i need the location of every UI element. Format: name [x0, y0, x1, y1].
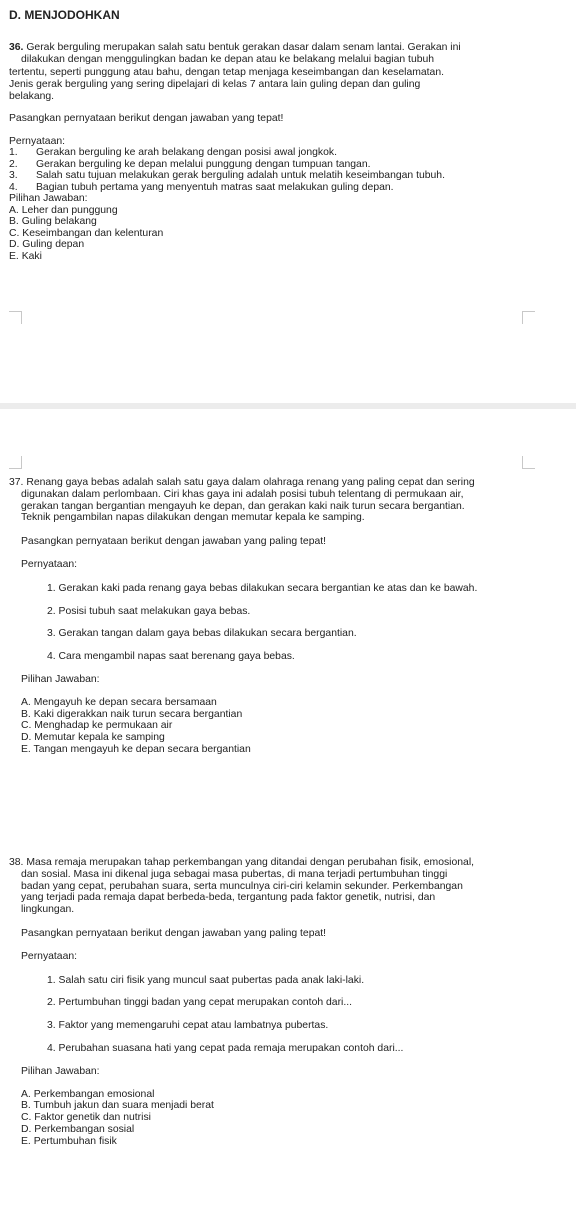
question-text-line: belakang. — [9, 91, 55, 103]
statement-item: 2. Pertumbuhan tinggi badan yang cepat merupakan contoh dari... — [47, 997, 352, 1009]
statement-item: 3. Faktor yang memengaruhi cepat atau lambatnya pubertas. — [47, 1020, 329, 1032]
question-text-line: Renang gaya bebas adalah salah satu gaya dalam olahraga renang yang paling cepat dan sering — [26, 477, 475, 488]
statement-item: 4. Bagian tubuh pertama yang menyentuh matras saat melakukan guling depan. — [9, 181, 394, 193]
instruction: Pasangkan pernyataan berikut dengan jawaban yang tepat! — [9, 113, 284, 125]
choice-item: A. Mengayuh ke depan secara bersamaan — [21, 696, 217, 708]
question-number: 36. — [9, 42, 24, 53]
question-text-line: lingkungan. — [21, 904, 75, 916]
instruction: Pasangkan pernyataan berikut dengan jawaban yang paling tepat! — [21, 536, 327, 548]
question-text-line: dilakukan dengan menggulingkan badan ke depan atau ke belakang melalui bagian tubuh — [21, 54, 435, 66]
choice-item: A. Leher dan punggung — [9, 204, 118, 216]
question-38 — [9, 857, 569, 1148]
statements-label: Pernyataan: — [21, 950, 78, 962]
question-number: 37. — [9, 477, 24, 488]
statement-item: 1. Gerakan kaki pada renang gaya bebas dilakukan secara bergantian ke atas dan ke bawah. — [47, 582, 478, 594]
choice-item: B. Kaki digerakkan naik turun secara bergantian — [21, 708, 243, 720]
choice-item: D. Memutar kepala ke samping — [21, 732, 165, 744]
choices-label: Pilihan Jawaban: — [21, 1065, 100, 1077]
question-text-line: badan yang cepat, perubahan suara, serta munculnya ciri-ciri kelamin sekunder. Perkembangan — [21, 880, 463, 892]
choice-item: C. Keseimbangan dan kelenturan — [9, 227, 164, 239]
question-36-text — [9, 42, 569, 54]
crop-corner — [522, 311, 535, 324]
choice-item: A. Perkembangan emosional — [21, 1088, 155, 1100]
question-text-line: Masa remaja merupakan tahap perkembangan yang ditandai dengan perubahan fisik, emosional, — [26, 857, 475, 868]
choice-item: B. Guling belakang — [9, 216, 97, 228]
statement-item: 1. Salah satu ciri fisik yang muncul saat pubertas pada anak laki-laki. — [47, 974, 365, 986]
crop-corner — [9, 311, 22, 324]
question-text-line: yang terjadi pada remaja dapat berbeda-beda, tergantung pada faktor genetik, nutrisi, dan — [21, 892, 436, 904]
statement-item: 2. Posisi tubuh saat melakukan gaya bebas. — [47, 605, 251, 617]
statement-item: 3. Salah satu tujuan melakukan gerak berguling adalah untuk melatih keseimbangan tubuh. — [9, 170, 445, 182]
question-37 — [9, 477, 569, 756]
choices-label: Pilihan Jawaban: — [9, 193, 88, 205]
question-text-line: Gerak berguling merupakan salah satu bentuk gerakan dasar dalam senam lantai. Gerakan ini — [26, 42, 461, 53]
question-text-line: gerakan tangan bergantian mengayuh ke depan, dan gerakan kaki naik turun secara bergantian. — [21, 500, 465, 512]
choice-item: B. Tumbuh jakun dan suara menjadi berat — [21, 1100, 214, 1112]
section-title: D. MENJODOHKAN — [9, 8, 120, 22]
question-text-line: digunakan dalam perlombaan. Ciri khas gaya ini adalah posisi tubuh telentang di permukaan air, — [21, 488, 464, 500]
choice-item: D. Perkembangan sosial — [21, 1123, 135, 1135]
crop-corner — [9, 456, 22, 469]
choice-item: E. Pertumbuhan fisik — [21, 1135, 117, 1147]
question-text-line: tertentu, seperti punggung atau bahu, dengan tetap menjaga keseimbangan dan keselamatan. — [9, 66, 444, 78]
statement-item: 2. Gerakan berguling ke depan melalui punggung dengan tumpuan tangan. — [9, 158, 371, 170]
statement-item: 3. Gerakan tangan dalam gaya bebas dilakukan secara bergantian. — [47, 628, 357, 640]
choice-item: E. Kaki — [9, 250, 42, 262]
choice-item: D. Guling depan — [9, 239, 85, 251]
statements-block — [9, 136, 569, 263]
statement-item: 1. Gerakan berguling ke arah belakang dengan posisi awal jongkok. — [9, 147, 337, 159]
statements-label: Pernyataan: — [21, 558, 78, 570]
question-text-line: Teknik pengambilan napas dilakukan dengan memutar kepala ke samping. — [21, 512, 365, 524]
question-36 — [9, 42, 569, 262]
question-number: 38. — [9, 857, 24, 868]
statements-label: Pernyataan: — [9, 135, 66, 147]
choice-item: E. Tangan mengayuh ke depan secara bergantian — [21, 743, 251, 755]
choice-item: C. Menghadap ke permukaan air — [21, 720, 173, 732]
instruction: Pasangkan pernyataan berikut dengan jawaban yang paling tepat! — [21, 927, 327, 939]
question-text-line: dan sosial. Masa ini dikenal juga sebagai masa pubertas, di mana terjadi pertumbuhan tinggi — [21, 868, 448, 880]
statement-item: 4. Perubahan suasana hati yang cepat pada remaja merupakan contoh dari... — [47, 1042, 404, 1054]
choice-item: C. Faktor genetik dan nutrisi — [21, 1112, 151, 1124]
crop-corner — [522, 456, 535, 469]
page-divider — [0, 403, 576, 409]
choices-label: Pilihan Jawaban: — [21, 673, 100, 685]
statement-item: 4. Cara mengambil napas saat berenang gaya bebas. — [47, 651, 295, 663]
question-text-line: Jenis gerak berguling yang sering dipelajari di kelas 7 antara lain guling depan dan guling — [9, 78, 421, 90]
